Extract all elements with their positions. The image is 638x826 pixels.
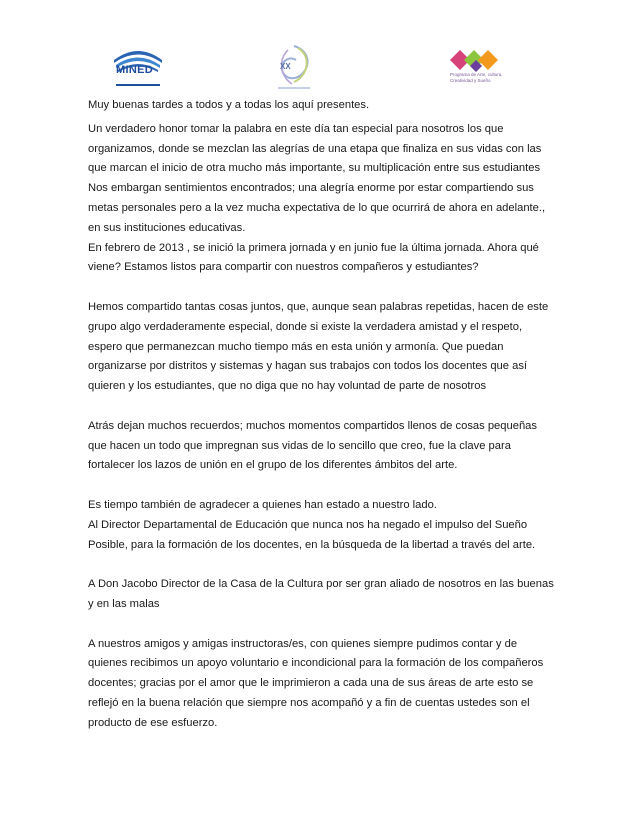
paragraph-instructors: A nuestros amigos y amigas instructoras/es, con quienes siempre pudimos contar y de quienes recibimos un apoyo voluntario e incondicional para la formación de los compañeros docentes; gracias por el amor que le imprimieron a cada una de sus áreas de arte esto se reflejó en la buena relación que siempre nos acompañó y a fin de cuentas ustedes son el producto de ese esfuerzo. <box>88 637 544 729</box>
arte-program-logo <box>446 46 504 92</box>
paragraph-director: Al Director Departamental de Educación que nunca nos ha negado el impulso del Sueño Posible, para la formación de los docentes, en la búsqueda de la libertad a través del arte. <box>88 518 536 551</box>
speech-text <box>88 96 558 734</box>
paragraph-february: En febrero de 2013 , se inició la primera jornada y en junio fue la última jornada. Ahora qué viene? Estamos listos para compartir con nuestros compañeros y estudiantes? <box>88 241 539 274</box>
paragraph-memories: Atrás dejan muchos recuerdos; muchos momentos compartidos llenos de cosas pequeñas que hacen un todo que impregnan sus vidas de lo sencillo que creo, fue la clave para fortalecer los lazos de unión en el grupo de los diferentes ámbitos del arte. <box>88 419 537 472</box>
paragraph-thanks-intro: Es tiempo también de agradecer a quienes han estado a nuestro lado. <box>88 498 437 511</box>
mined-logo <box>108 40 168 92</box>
xx-anniversary-logo <box>268 42 320 94</box>
arte-logo-text: Programa de Arte, cultura, Creatividad y Sueño <box>450 72 503 83</box>
paragraph-honor: Un verdadero honor tomar la palabra en este día tan especial para nosotros los que organizamos, donde se mezclan las alegrías de una etapa que finaliza en sus vidas con las que marcan el inicio de otra mucho más importante, su multiplicación entre sus estudiantes <box>88 122 542 175</box>
header-logos <box>0 38 638 98</box>
swirl-emblem-icon <box>268 42 320 94</box>
paragraph-shared: Hemos compartido tantas cosas juntos, que, aunque sean palabras repetidas, hacen de este grupo algo verdaderamente especial, donde si existe la verdadera amistad y el respeto, espero que permanezcan mucho tiempo más en esta unión y armonía. Que puedan organizarse por distritos y sistemas y hagan sus trabajos con todos los docentes que así quieren y los estudiantes, que no diga que no hay voluntad de parte de nosotros <box>88 300 549 393</box>
greeting-paragraph: Muy buenas tardes a todos y a todas los aquí presentes. <box>88 99 370 111</box>
mined-logo-text: MINED <box>116 64 153 76</box>
paragraph-don-jacobo: A Don Jacobo Director de la Casa de la Cultura por ser gran aliado de nosotros en las buenas y en las malas <box>88 578 554 610</box>
paragraph-sentiments: Nos embargan sentimientos encontrados; una alegría enorme por estar compartiendo sus metas personales pero a la vez mucha expectativa de lo que ocurrirá de ahora en adelante., en sus instituciones educativas. <box>88 182 546 234</box>
xx-logo-text: XX <box>280 62 291 71</box>
colored-blocks-icon <box>446 46 504 72</box>
